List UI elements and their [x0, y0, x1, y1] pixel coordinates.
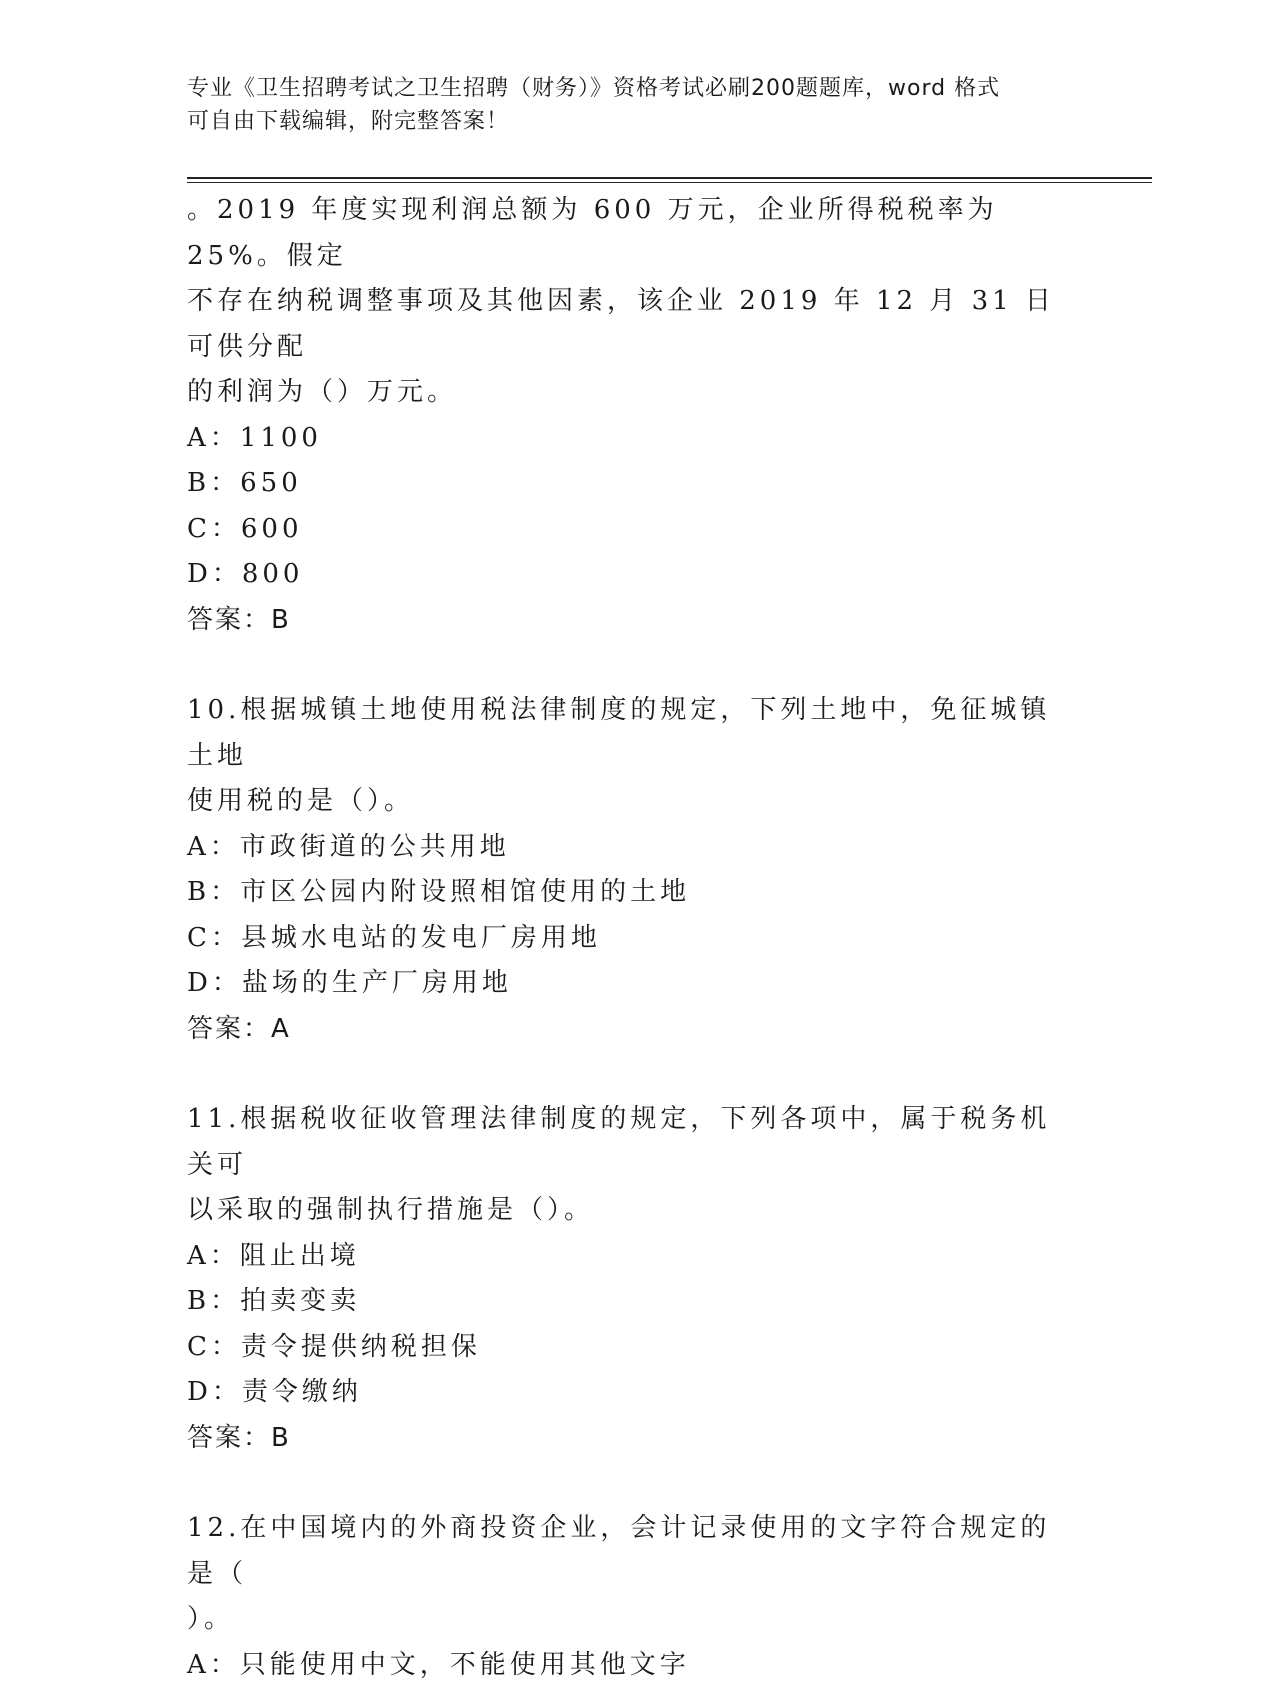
header-divider-thick — [187, 177, 1152, 179]
question-9-line-2: 不存在纳税调整事项及其他因素，该企业 2019 年 12 月 31 日可供分配 — [187, 279, 1067, 370]
question-10-option-d: D：盐场的生产厂房用地 — [187, 961, 1067, 1007]
question-11-option-c: C：责令提供纳税担保 — [187, 1325, 1067, 1371]
question-12-option-a: A：只能使用中文，不能使用其他文字 — [187, 1643, 1067, 1688]
spacer — [187, 1461, 1067, 1506]
question-12 — [187, 1506, 1067, 1688]
question-10-option-b: B：市区公园内附设照相馆使用的土地 — [187, 870, 1067, 916]
question-9-option-a: A：1100 — [187, 416, 1067, 462]
header-line-2: 可自由下载编辑，附完整答案！ — [187, 105, 1067, 138]
question-10-line-2: 使用税的是（）。 — [187, 779, 1067, 825]
question-11 — [187, 1097, 1067, 1461]
question-9-option-c: C：600 — [187, 507, 1067, 553]
question-10-option-a: A：市政街道的公共用地 — [187, 825, 1067, 871]
question-9 — [187, 188, 1067, 643]
question-12-line-2: ）。 — [187, 1597, 1067, 1643]
question-10-line-1: 10.根据城镇土地使用税法律制度的规定，下列土地中，免征城镇土地 — [187, 688, 1067, 779]
question-11-option-d: D：责令缴纳 — [187, 1370, 1067, 1416]
question-10-option-c: C：县城水电站的发电厂房用地 — [187, 916, 1067, 962]
question-9-line-3: 的利润为（）万元。 — [187, 370, 1067, 416]
question-9-option-b: B：650 — [187, 461, 1067, 507]
question-10 — [187, 688, 1067, 1052]
question-11-line-1: 11.根据税收征收管理法律制度的规定，下列各项中，属于税务机关可 — [187, 1097, 1067, 1188]
header-line-1: 专业《卫生招聘考试之卫生招聘（财务）》资格考试必刷200题题库，word 格式 — [187, 72, 1067, 105]
question-10-answer: 答案：A — [187, 1007, 1067, 1053]
question-9-answer: 答案：B — [187, 598, 1067, 644]
question-9-option-d: D：800 — [187, 552, 1067, 598]
question-list — [187, 188, 1067, 1688]
question-12-line-1: 12.在中国境内的外商投资企业，会计记录使用的文字符合规定的是（ — [187, 1506, 1067, 1597]
question-11-answer: 答案：B — [187, 1416, 1067, 1462]
document-header — [187, 72, 1067, 138]
question-9-line-1: 。2019 年度实现利润总额为 600 万元，企业所得税税率为 25%。假定 — [187, 188, 1067, 279]
question-11-option-a: A：阻止出境 — [187, 1234, 1067, 1280]
spacer — [187, 643, 1067, 688]
header-divider-thin — [187, 182, 1152, 183]
spacer — [187, 1052, 1067, 1097]
question-11-line-2: 以采取的强制执行措施是（）。 — [187, 1188, 1067, 1234]
question-11-option-b: B：拍卖变卖 — [187, 1279, 1067, 1325]
